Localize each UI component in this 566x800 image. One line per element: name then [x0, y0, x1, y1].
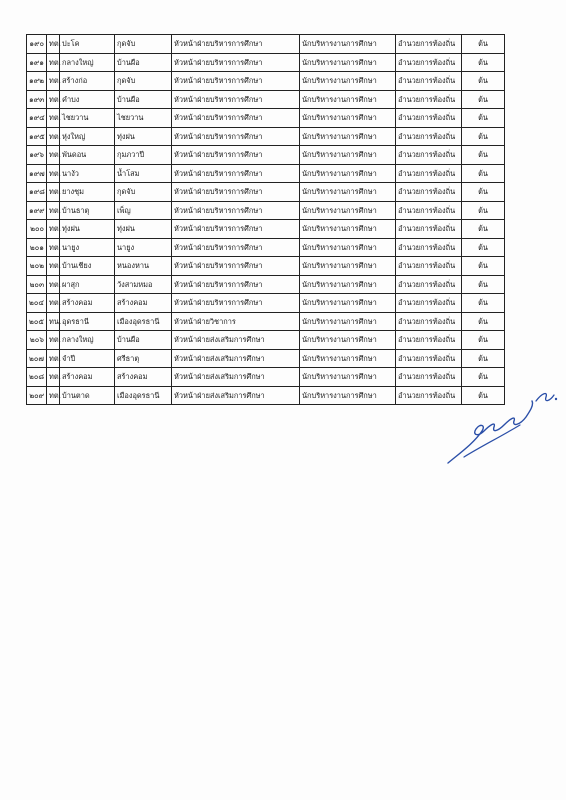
- district-cell: สร้างคอม: [115, 294, 172, 313]
- position-line-cell: นักบริหารงานการศึกษา: [300, 164, 396, 183]
- table-row: [27, 257, 505, 276]
- position-type-cell: อำนวยการท้องถิ่น: [396, 35, 462, 54]
- district-cell: หนองหาน: [115, 257, 172, 276]
- position-type-cell: อำนวยการท้องถิ่น: [396, 349, 462, 368]
- position-level-cell: ต้น: [462, 164, 505, 183]
- row-number-cell: ๑๙๐: [27, 35, 47, 54]
- position-line-cell: นักบริหารงานการศึกษา: [300, 238, 396, 257]
- position-level-cell: ต้น: [462, 146, 505, 165]
- org-name-cell: บ้านธาตุ: [60, 201, 115, 220]
- position-title-cell: หัวหน้าฝ่ายส่งเสริมการศึกษา: [172, 331, 300, 350]
- handwritten-signature: [440, 335, 560, 475]
- table-body: [27, 35, 505, 405]
- table-row: [27, 109, 505, 128]
- position-type-cell: อำนวยการท้องถิ่น: [396, 275, 462, 294]
- org-type-cell: ทต.: [47, 109, 60, 128]
- org-name-cell: หุ่งใหญ่: [60, 127, 115, 146]
- position-line-cell: นักบริหารงานการศึกษา: [300, 257, 396, 276]
- position-title-cell: หัวหน้าฝ่ายบริหารการศึกษา: [172, 294, 300, 313]
- row-number-cell: ๑๙๕: [27, 127, 47, 146]
- table-row: [27, 386, 505, 405]
- table-row: [27, 275, 505, 294]
- position-line-cell: นักบริหารงานการศึกษา: [300, 368, 396, 387]
- position-level-cell: ต้น: [462, 53, 505, 72]
- org-type-cell: ทต.: [47, 90, 60, 109]
- row-number-cell: ๒๐๖: [27, 331, 47, 350]
- org-name-cell: อุดรธานี: [60, 312, 115, 331]
- position-line-cell: นักบริหารงานการศึกษา: [300, 183, 396, 202]
- district-cell: เมืองอุดรธานี: [115, 386, 172, 405]
- org-name-cell: สร้างคอม: [60, 294, 115, 313]
- position-type-cell: อำนวยการท้องถิ่น: [396, 127, 462, 146]
- org-type-cell: ทต.: [47, 386, 60, 405]
- position-line-cell: นักบริหารงานการศึกษา: [300, 90, 396, 109]
- position-level-cell: ต้น: [462, 127, 505, 146]
- position-type-cell: อำนวยการท้องถิ่น: [396, 183, 462, 202]
- position-title-cell: หัวหน้าฝ่ายบริหารการศึกษา: [172, 127, 300, 146]
- position-line-cell: นักบริหารงานการศึกษา: [300, 312, 396, 331]
- row-number-cell: ๒๐๗: [27, 349, 47, 368]
- position-level-cell: ต้น: [462, 109, 505, 128]
- position-line-cell: นักบริหารงานการศึกษา: [300, 146, 396, 165]
- table-row: [27, 146, 505, 165]
- position-type-cell: อำนวยการท้องถิ่น: [396, 90, 462, 109]
- position-level-cell: ต้น: [462, 331, 505, 350]
- position-title-cell: หัวหน้าฝ่ายบริหารการศึกษา: [172, 90, 300, 109]
- position-title-cell: หัวหน้าฝ่ายบริหารการศึกษา: [172, 275, 300, 294]
- org-name-cell: สร้างคอม: [60, 368, 115, 387]
- position-type-cell: อำนวยการท้องถิ่น: [396, 331, 462, 350]
- row-number-cell: ๒๐๙: [27, 386, 47, 405]
- table-row: [27, 90, 505, 109]
- position-type-cell: อำนวยการท้องถิ่น: [396, 201, 462, 220]
- org-type-cell: ทต.: [47, 257, 60, 276]
- district-cell: บ้านผือ: [115, 53, 172, 72]
- position-level-cell: ต้น: [462, 294, 505, 313]
- position-level-cell: ต้น: [462, 386, 505, 405]
- position-type-cell: อำนวยการท้องถิ่น: [396, 72, 462, 91]
- row-number-cell: ๒๐๒: [27, 257, 47, 276]
- district-cell: วังสามหมอ: [115, 275, 172, 294]
- district-cell: เมืองอุดรธานี: [115, 312, 172, 331]
- row-number-cell: ๒๐๘: [27, 368, 47, 387]
- org-type-cell: ทต.: [47, 35, 60, 54]
- position-type-cell: อำนวยการท้องถิ่น: [396, 238, 462, 257]
- org-type-cell: ทต.: [47, 183, 60, 202]
- district-cell: ทุ่งฝน: [115, 220, 172, 239]
- position-type-cell: อำนวยการท้องถิ่น: [396, 164, 462, 183]
- position-title-cell: หัวหน้าฝ่ายบริหารการศึกษา: [172, 72, 300, 91]
- row-number-cell: ๒๐๔: [27, 294, 47, 313]
- position-line-cell: นักบริหารงานการศึกษา: [300, 127, 396, 146]
- org-name-cell: จำปี: [60, 349, 115, 368]
- position-level-cell: ต้น: [462, 72, 505, 91]
- org-name-cell: ผาสุก: [60, 275, 115, 294]
- org-type-cell: ทน.: [47, 312, 60, 331]
- position-level-cell: ต้น: [462, 312, 505, 331]
- org-type-cell: ทต.: [47, 146, 60, 165]
- district-cell: กุดจับ: [115, 183, 172, 202]
- position-title-cell: หัวหน้าฝ่ายส่งเสริมการศึกษา: [172, 368, 300, 387]
- position-level-cell: ต้น: [462, 257, 505, 276]
- table-row: [27, 53, 505, 72]
- org-name-cell: ปะโค: [60, 35, 115, 54]
- row-number-cell: ๑๙๖: [27, 146, 47, 165]
- table-row: [27, 238, 505, 257]
- position-level-cell: ต้น: [462, 275, 505, 294]
- row-number-cell: ๒๐๐: [27, 220, 47, 239]
- position-title-cell: หัวหน้าฝ่ายบริหารการศึกษา: [172, 109, 300, 128]
- position-type-cell: อำนวยการท้องถิ่น: [396, 312, 462, 331]
- position-title-cell: หัวหน้าฝ่ายบริหารการศึกษา: [172, 35, 300, 54]
- row-number-cell: ๒๐๓: [27, 275, 47, 294]
- row-number-cell: ๑๙๔: [27, 109, 47, 128]
- district-cell: กุดจับ: [115, 72, 172, 91]
- position-title-cell: หัวหน้าฝ่ายบริหารการศึกษา: [172, 238, 300, 257]
- org-name-cell: บ้านเชียง: [60, 257, 115, 276]
- position-level-cell: ต้น: [462, 238, 505, 257]
- org-name-cell: นายูง: [60, 238, 115, 257]
- org-type-cell: ทต.: [47, 368, 60, 387]
- position-level-cell: ต้น: [462, 35, 505, 54]
- table-row: [27, 331, 505, 350]
- position-type-cell: อำนวยการท้องถิ่น: [396, 257, 462, 276]
- position-line-cell: นักบริหารงานการศึกษา: [300, 275, 396, 294]
- position-type-cell: อำนวยการท้องถิ่น: [396, 53, 462, 72]
- table-row: [27, 127, 505, 146]
- row-number-cell: ๑๙๗: [27, 164, 47, 183]
- org-type-cell: ทต.: [47, 275, 60, 294]
- org-type-cell: ทต.: [47, 201, 60, 220]
- district-cell: บ้านผือ: [115, 331, 172, 350]
- district-cell: สร้างคอม: [115, 368, 172, 387]
- row-number-cell: ๑๙๘: [27, 183, 47, 202]
- position-type-cell: อำนวยการท้องถิ่น: [396, 109, 462, 128]
- org-name-cell: ไชยวาน: [60, 109, 115, 128]
- position-type-cell: อำนวยการท้องถิ่น: [396, 386, 462, 405]
- district-cell: ไชยวาน: [115, 109, 172, 128]
- table-row: [27, 35, 505, 54]
- position-line-cell: นักบริหารงานการศึกษา: [300, 201, 396, 220]
- row-number-cell: ๑๙๙: [27, 201, 47, 220]
- position-line-cell: นักบริหารงานการศึกษา: [300, 386, 396, 405]
- position-title-cell: หัวหน้าฝ่ายบริหารการศึกษา: [172, 257, 300, 276]
- org-type-cell: ทต.: [47, 331, 60, 350]
- table-row: [27, 368, 505, 387]
- position-level-cell: ต้น: [462, 183, 505, 202]
- district-cell: กุดจับ: [115, 35, 172, 54]
- district-cell: กุมภวาปี: [115, 146, 172, 165]
- org-name-cell: ยางชุม: [60, 183, 115, 202]
- org-type-cell: ทต.: [47, 53, 60, 72]
- row-number-cell: ๒๐๑: [27, 238, 47, 257]
- district-cell: ทุ่งฝน: [115, 127, 172, 146]
- org-type-cell: ทต.: [47, 72, 60, 91]
- org-name-cell: กลางใหญ่: [60, 53, 115, 72]
- table-row: [27, 183, 505, 202]
- position-type-cell: อำนวยการท้องถิ่น: [396, 146, 462, 165]
- position-line-cell: นักบริหารงานการศึกษา: [300, 331, 396, 350]
- position-line-cell: นักบริหารงานการศึกษา: [300, 72, 396, 91]
- position-line-cell: นักบริหารงานการศึกษา: [300, 109, 396, 128]
- table-row: [27, 349, 505, 368]
- position-line-cell: นักบริหารงานการศึกษา: [300, 53, 396, 72]
- position-title-cell: หัวหน้าฝ่ายบริหารการศึกษา: [172, 220, 300, 239]
- position-type-cell: อำนวยการท้องถิ่น: [396, 220, 462, 239]
- row-number-cell: ๒๐๕: [27, 312, 47, 331]
- position-title-cell: หัวหน้าฝ่ายบริหารการศึกษา: [172, 183, 300, 202]
- position-level-cell: ต้น: [462, 368, 505, 387]
- district-cell: ศรีธาตุ: [115, 349, 172, 368]
- row-number-cell: ๑๙๑: [27, 53, 47, 72]
- position-type-cell: อำนวยการท้องถิ่น: [396, 294, 462, 313]
- position-title-cell: หัวหน้าฝ่ายวิชาการ: [172, 312, 300, 331]
- district-cell: บ้านผือ: [115, 90, 172, 109]
- org-name-cell: กลางใหญ่: [60, 331, 115, 350]
- org-name-cell: ทุ่งฝน: [60, 220, 115, 239]
- district-cell: น้ำโสม: [115, 164, 172, 183]
- org-name-cell: นางัว: [60, 164, 115, 183]
- table-row: [27, 201, 505, 220]
- position-line-cell: นักบริหารงานการศึกษา: [300, 349, 396, 368]
- position-title-cell: หัวหน้าฝ่ายส่งเสริมการศึกษา: [172, 349, 300, 368]
- table-row: [27, 72, 505, 91]
- table-row: [27, 220, 505, 239]
- position-level-cell: ต้น: [462, 220, 505, 239]
- position-type-cell: อำนวยการท้องถิ่น: [396, 368, 462, 387]
- org-name-cell: บ้านตาด: [60, 386, 115, 405]
- position-level-cell: ต้น: [462, 349, 505, 368]
- position-title-cell: หัวหน้าฝ่ายบริหารการศึกษา: [172, 201, 300, 220]
- position-level-cell: ต้น: [462, 201, 505, 220]
- org-name-cell: พันดอน: [60, 146, 115, 165]
- position-line-cell: นักบริหารงานการศึกษา: [300, 294, 396, 313]
- position-level-cell: ต้น: [462, 90, 505, 109]
- org-type-cell: ทต.: [47, 220, 60, 239]
- personnel-table: [26, 34, 505, 405]
- table-row: [27, 164, 505, 183]
- position-title-cell: หัวหน้าฝ่ายบริหารการศึกษา: [172, 146, 300, 165]
- org-type-cell: ทต.: [47, 127, 60, 146]
- org-name-cell: สร้างก่อ: [60, 72, 115, 91]
- district-cell: นายูง: [115, 238, 172, 257]
- org-type-cell: ทต.: [47, 164, 60, 183]
- row-number-cell: ๑๙๒: [27, 72, 47, 91]
- position-line-cell: นักบริหารงานการศึกษา: [300, 35, 396, 54]
- org-type-cell: ทต.: [47, 238, 60, 257]
- table-row: [27, 312, 505, 331]
- org-type-cell: ทต.: [47, 349, 60, 368]
- org-name-cell: คำบง: [60, 90, 115, 109]
- district-cell: เพ็ญ: [115, 201, 172, 220]
- row-number-cell: ๑๙๓: [27, 90, 47, 109]
- position-line-cell: นักบริหารงานการศึกษา: [300, 220, 396, 239]
- position-title-cell: หัวหน้าฝ่ายบริหารการศึกษา: [172, 164, 300, 183]
- position-title-cell: หัวหน้าฝ่ายบริหารการศึกษา: [172, 53, 300, 72]
- position-title-cell: หัวหน้าฝ่ายส่งเสริมการศึกษา: [172, 386, 300, 405]
- table-row: [27, 294, 505, 313]
- org-type-cell: ทต.: [47, 294, 60, 313]
